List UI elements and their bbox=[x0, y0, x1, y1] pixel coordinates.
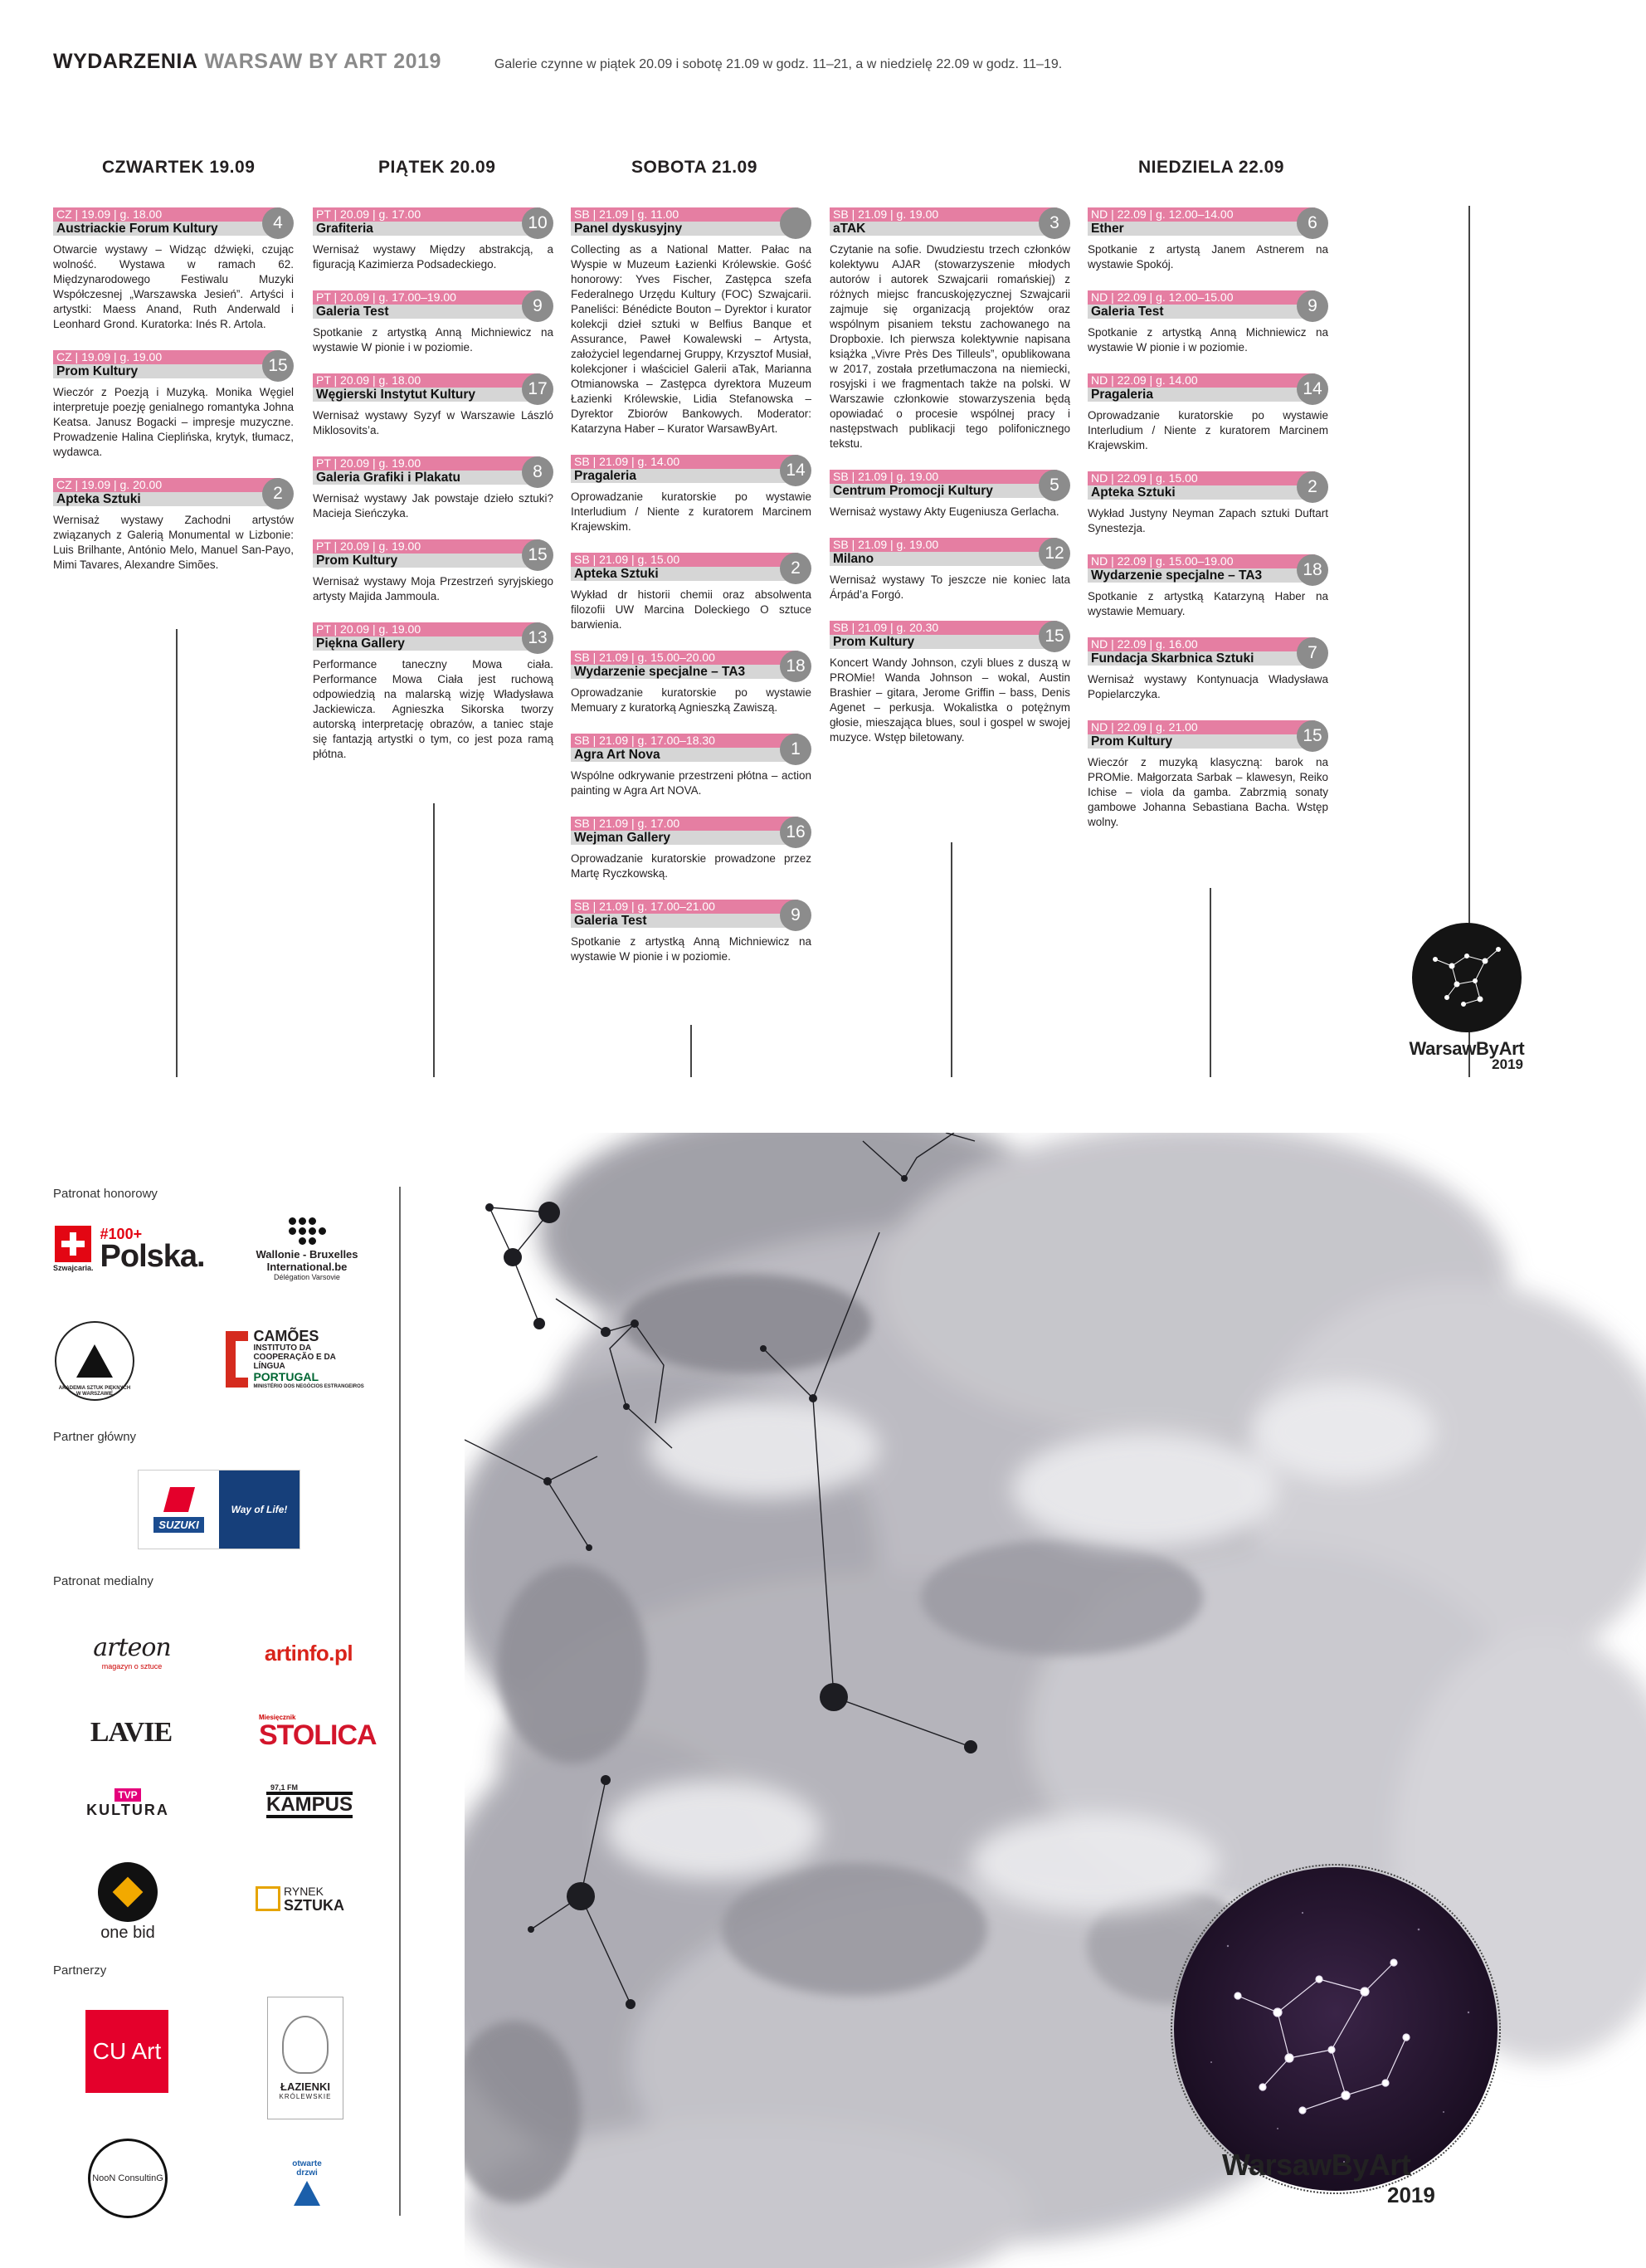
venue-number-badge bbox=[780, 207, 811, 239]
event-date: PT | 20.09 | g. 19.00 bbox=[313, 622, 540, 637]
logo-wallonie-bruxelles bbox=[245, 1207, 369, 1290]
logo-arteon bbox=[86, 1622, 178, 1680]
day-heading-thursday: CZWARTEK 19.09 bbox=[102, 158, 256, 177]
event-item bbox=[830, 538, 1070, 602]
event-header bbox=[571, 455, 811, 485]
event-venue: Fundacja Skarbnica Sztuki bbox=[1088, 651, 1315, 666]
event-date: ND | 22.09 | g. 21.00 bbox=[1088, 720, 1315, 734]
event-description: Wernisaż wystawy Zachodni artystów związanych z Galerią Monumental w Lizbonie: Luis Brilhante, António Melo, Manuel San-Payo, Mimi Tavares, Alexandre Simões. bbox=[53, 514, 294, 571]
event-item bbox=[53, 478, 294, 573]
event-venue: aTAK bbox=[830, 222, 1057, 236]
event-description: Wernisaż wystawy Moja Przestrzeń syryjskiego artysty Majida Jammoula. bbox=[313, 575, 553, 602]
logo-tvp: TVP bbox=[114, 1788, 140, 1802]
logo-wbi-line2: International.be bbox=[266, 1260, 348, 1273]
event-item bbox=[571, 553, 811, 632]
event-item bbox=[571, 207, 811, 437]
event-header bbox=[571, 900, 811, 929]
logo-camoes-title: CAMÕES bbox=[253, 1328, 319, 1344]
venue-number-badge: 10 bbox=[522, 207, 553, 239]
camoes-c-icon bbox=[226, 1331, 248, 1388]
event-header bbox=[1088, 207, 1328, 237]
event-header bbox=[1088, 471, 1328, 501]
event-date: SB | 21.09 | g. 14.00 bbox=[571, 455, 798, 469]
logo-rynek-line1: RYNEK bbox=[284, 1884, 324, 1898]
event-venue: Prom Kultury bbox=[313, 554, 540, 568]
event-item bbox=[571, 734, 811, 798]
logo-otwarte-line2: drzwi bbox=[296, 2168, 318, 2178]
venue-number-badge: 5 bbox=[1039, 470, 1070, 501]
event-item bbox=[571, 455, 811, 534]
event-date: CZ | 19.09 | g. 19.00 bbox=[53, 350, 280, 364]
event-description: Spotkanie z artystą Janem Astnerem na wystawie Spokój. bbox=[1088, 243, 1328, 271]
gavel-icon bbox=[98, 1862, 158, 1922]
divider-line bbox=[951, 842, 952, 1077]
event-header bbox=[313, 456, 553, 486]
event-date: ND | 22.09 | g. 12.00–14.00 bbox=[1088, 207, 1315, 222]
schedule-column-saturday bbox=[571, 207, 811, 983]
label-media-patronage: Patronat medialny bbox=[53, 1574, 153, 1588]
venue-number-badge: 17 bbox=[522, 373, 553, 405]
venue-number-badge: 18 bbox=[1297, 554, 1328, 586]
event-item bbox=[313, 373, 553, 438]
event-venue: Galeria Test bbox=[571, 914, 798, 928]
logo-stolica-small: Miesięcznik bbox=[259, 1713, 296, 1721]
event-date: SB | 21.09 | g. 15.00–20.00 bbox=[571, 651, 798, 665]
event-header bbox=[313, 539, 553, 569]
event-description: Collecting as a National Matter. Pałac na Wyspie w Muzeum Łazienki Królewskie. Gość honorowy: Yves Fischer, Zastępca szefa Federalnego Urzędu Kultury (FOC) Szwajcarii. Paneliści: Bénédicte Bouton – Dyrektor i kurator kolekcji dzieł sztuki w Belfius Banque et Assurance, Paweł Kowalewski – Artysta, założyciel legendarnej Gruppy, Krzysztof Musiał, kolekcjoner i właściciel Galerii aTak, Marianna Otmianowska – Zastępca dyrektora Muzeum Łazienki Królewskie, Lidia Stefanowska – Dyrektor Zbiorów Bankowych. Moderator: Katarzyna Haber – Kurator WarsawByArt. bbox=[571, 243, 811, 435]
event-description: Oprowadzanie kuratorskie po wystawie Interludium / Niente z kuratorem Marcinem Krajewskim. bbox=[1088, 409, 1328, 451]
logo-rynek-line2: SZTUKA bbox=[284, 1896, 344, 1914]
venue-number-badge: 15 bbox=[522, 539, 553, 571]
logo-kultura: KULTURA bbox=[86, 1801, 169, 1818]
logo-wbi-line3: Délégation Varsovie bbox=[274, 1272, 340, 1281]
event-date: ND | 22.09 | g. 16.00 bbox=[1088, 637, 1315, 651]
event-item bbox=[830, 470, 1070, 519]
venue-number-badge: 9 bbox=[780, 900, 811, 931]
logo-rynek-sztuka bbox=[256, 1877, 363, 1920]
event-description: Czytanie na sofie. Dwudziestu trzech członków kolektywu AJAR (stowarzyszenie młodych autorów i autorek Szwajcarii romańskiej) z różnych miejsc francuskojęzycznej Szwajcarii zajmuje się organizacją projektów oraz wspólnym pisaniem tekstu zachowanego na Dropboxie. Ich pierwsza kolektywnie napisana książka „Vivre Près Des Tilleuls”, opublikowana w 2017, została przetłumaczona na niemiecki, rosyjski i we fragmentach także na polski. W Warszawie członkowie stowarzyszenia będą opowiadać o procesie wspólnej pracy i następstwach publikacji tego polifonicznego tekstu. bbox=[830, 243, 1070, 450]
event-date: SB | 21.09 | g. 17.00–21.00 bbox=[571, 900, 798, 914]
event-venue: Galeria Test bbox=[1088, 305, 1315, 319]
schedule-column-thursday bbox=[53, 207, 294, 591]
logo-polska-szwajcaria bbox=[53, 1220, 227, 1278]
dots-icon bbox=[289, 1217, 326, 1245]
logo-lazienki-line2: KRÓLEWSKIE bbox=[279, 2093, 332, 2100]
brand-year-small: 2019 bbox=[1492, 1056, 1523, 1072]
event-header bbox=[830, 470, 1070, 500]
venue-number-badge: 12 bbox=[1039, 538, 1070, 569]
event-item bbox=[1088, 554, 1328, 619]
event-item bbox=[313, 456, 553, 521]
page-header bbox=[53, 50, 1062, 74]
logo-camoes bbox=[226, 1324, 367, 1394]
event-description: Wieczór z Poezją i Muzyką. Monika Węgiel interpretuje poezję genialnego romantyka Johna Keatsa. Janusz Bogacki – impresje muzyczne. Prowadzenie Halina Cieplińska, krytyk, tłumacz, wydawca. bbox=[53, 386, 294, 458]
event-date: PT | 20.09 | g. 18.00 bbox=[313, 373, 540, 388]
event-date: SB | 21.09 | g. 19.00 bbox=[830, 207, 1057, 222]
event-description: Wernisaż wystawy Syzyf w Warszawie László Miklosovits’a. bbox=[313, 409, 553, 437]
logo-szwajcaria-text: Szwajcaria. bbox=[53, 1264, 94, 1272]
event-date: SB | 21.09 | g. 11.00 bbox=[571, 207, 798, 222]
label-main-partner: Partner główny bbox=[53, 1430, 137, 1444]
event-header bbox=[53, 478, 294, 508]
event-venue: Wejman Gallery bbox=[571, 831, 798, 845]
watercolor-constellation-art bbox=[465, 1133, 1646, 2268]
event-item bbox=[53, 207, 294, 332]
event-header bbox=[571, 734, 811, 763]
event-date: SB | 21.09 | g. 17.00 bbox=[571, 817, 798, 831]
event-description: Wernisaż wystawy Kontynuacja Władysława Popielarczyka. bbox=[1088, 673, 1328, 700]
event-item bbox=[571, 817, 811, 881]
logo-stolica-text: STOLICA bbox=[259, 1719, 377, 1751]
event-description: Wernisaż wystawy Akty Eugeniusza Gerlacha. bbox=[830, 505, 1059, 518]
logo-one-bid bbox=[86, 1861, 169, 1944]
event-date: SB | 21.09 | g. 20.30 bbox=[830, 621, 1057, 635]
logo-lazienki-line1: ŁAZIENKI bbox=[280, 2080, 330, 2093]
day-heading-saturday: SOBOTA 21.09 bbox=[631, 158, 757, 177]
logo-arteon-text: arteon bbox=[93, 1632, 171, 1662]
event-description: Otwarcie wystawy – Widząc dźwięki, czując wolność. Wystawa w ramach 62. Międzynarodowego Festiwalu Muzyki Współczesnej „Warszawska Jesień”. Artyści i artystki: Maess Anand, Ruth Anderwald i Leonhard Grond. Kuratorka: Inés R. Artola. bbox=[53, 243, 294, 330]
event-item bbox=[313, 290, 553, 355]
brand-name-large: WarsawByArt bbox=[1222, 2148, 1411, 2182]
venue-number-badge: 15 bbox=[1297, 720, 1328, 752]
logo-way-of-life: Way of Life! bbox=[219, 1471, 299, 1549]
opening-hours-note: Galerie czynne w piątek 20.09 i sobotę 21.09 w godz. 11–21, a w niedzielę 22.09 w godz. 11–19. bbox=[494, 57, 1063, 71]
logo-kampus-text: KAMPUS bbox=[266, 1792, 353, 1818]
logo-tvp-kultura bbox=[86, 1783, 169, 1824]
logo-camoes-portugal: PORTUGAL bbox=[253, 1370, 319, 1383]
event-header bbox=[1088, 290, 1328, 320]
venue-number-badge: 6 bbox=[1297, 207, 1328, 239]
sponsor-divider bbox=[399, 1187, 401, 2216]
event-item bbox=[53, 350, 294, 460]
event-header bbox=[53, 207, 294, 237]
event-date: ND | 22.09 | g. 14.00 bbox=[1088, 373, 1315, 388]
divider-line bbox=[1210, 888, 1211, 1077]
event-header bbox=[313, 290, 553, 320]
logo-polska-text: Polska. bbox=[100, 1239, 205, 1274]
event-venue: Galeria Test bbox=[313, 305, 540, 319]
event-header bbox=[1088, 554, 1328, 584]
event-header bbox=[830, 207, 1070, 237]
divider-line bbox=[690, 1025, 692, 1077]
event-item bbox=[313, 207, 553, 272]
logo-kampus bbox=[264, 1768, 355, 1834]
venue-number-badge: 16 bbox=[780, 817, 811, 848]
event-date: SB | 21.09 | g. 15.00 bbox=[571, 553, 798, 567]
event-description: Oprowadzanie kuratorskie po wystawie Memuary z kuratorką Agnieszką Zawiszą. bbox=[571, 686, 811, 714]
event-date: PT | 20.09 | g. 17.00 bbox=[313, 207, 540, 222]
event-item bbox=[1088, 471, 1328, 536]
venue-number-badge: 9 bbox=[522, 290, 553, 322]
event-date: PT | 20.09 | g. 19.00 bbox=[313, 456, 540, 471]
event-venue: Wydarzenie specjalne – TA3 bbox=[1088, 568, 1315, 583]
logo-suzuki-text: SUZUKI bbox=[153, 1517, 203, 1533]
event-venue: Apteka Sztuki bbox=[1088, 485, 1315, 500]
event-header bbox=[571, 207, 811, 237]
venue-number-badge: 7 bbox=[1297, 637, 1328, 669]
event-item bbox=[571, 900, 811, 964]
event-venue: Pragaleria bbox=[571, 469, 798, 483]
event-header bbox=[571, 817, 811, 846]
venue-number-badge: 18 bbox=[780, 651, 811, 682]
divider-line bbox=[433, 803, 435, 1077]
event-header bbox=[53, 350, 294, 380]
event-venue: Apteka Sztuki bbox=[571, 567, 798, 581]
label-partners: Partnerzy bbox=[53, 1963, 107, 1978]
event-item bbox=[830, 621, 1070, 745]
venue-number-badge: 4 bbox=[262, 207, 294, 239]
event-header bbox=[571, 651, 811, 680]
logo-onebid-text: one bid bbox=[100, 1923, 155, 1942]
event-description: Wernisaż wystawy Jak powstaje dzieło sztuki? Macieja Sieńczyka. bbox=[313, 492, 553, 519]
event-venue: Prom Kultury bbox=[53, 364, 280, 378]
event-venue: Apteka Sztuki bbox=[53, 492, 280, 506]
event-date: ND | 22.09 | g. 12.00–15.00 bbox=[1088, 290, 1315, 305]
event-header bbox=[571, 553, 811, 583]
event-header bbox=[830, 538, 1070, 568]
event-item bbox=[1088, 290, 1328, 355]
event-venue: Pragaleria bbox=[1088, 388, 1315, 402]
swiss-flag-icon bbox=[55, 1226, 91, 1262]
event-item bbox=[1088, 207, 1328, 272]
event-date: PT | 20.09 | g. 19.00 bbox=[313, 539, 540, 554]
event-header bbox=[313, 207, 553, 237]
title-black: WYDARZENIA bbox=[53, 50, 198, 73]
venue-number-badge: 8 bbox=[522, 456, 553, 488]
venue-number-badge: 2 bbox=[780, 553, 811, 584]
event-venue: Galeria Grafiki i Plakatu bbox=[313, 471, 540, 485]
person-icon bbox=[294, 2181, 320, 2206]
venue-number-badge: 14 bbox=[1297, 373, 1328, 405]
event-item bbox=[830, 207, 1070, 451]
event-description: Koncert Wandy Johnson, czyli blues z duszą w PROMie! Wanda Johnson – wokal, Austin Brashier – gitara, Jerome Griffin – bass, Denis Agenet – perkusja. Wokalistka o potężnym głosie, mieszająca blues, soul i gospel w swojej muzyce. Wstęp biletowany. bbox=[830, 656, 1070, 744]
venue-number-badge: 3 bbox=[1039, 207, 1070, 239]
asp-tree-icon bbox=[76, 1344, 113, 1378]
schedule-column-sunday bbox=[1088, 207, 1328, 848]
label-honorary-patronage: Patronat honorowy bbox=[53, 1187, 158, 1201]
event-date: CZ | 19.09 | g. 20.00 bbox=[53, 478, 280, 492]
event-item bbox=[571, 651, 811, 715]
event-date: SB | 21.09 | g. 17.00–18.30 bbox=[571, 734, 798, 748]
event-venue: Austriackie Forum Kultury bbox=[53, 222, 280, 236]
day-heading-friday: PIĄTEK 20.09 bbox=[378, 158, 496, 177]
event-date: ND | 22.09 | g. 15.00 bbox=[1088, 471, 1315, 485]
logo-camoes-ministry: MINISTÉRIO DOS NEGÓCIOS ESTRANGEIROS bbox=[253, 1384, 364, 1389]
event-date: ND | 22.09 | g. 15.00–19.00 bbox=[1088, 554, 1315, 568]
event-item bbox=[1088, 720, 1328, 830]
event-description: Oprowadzanie kuratorskie prowadzone przez Martę Ryczkowską. bbox=[571, 852, 811, 880]
event-venue: Milano bbox=[830, 552, 1057, 566]
logo-stolica bbox=[259, 1706, 377, 1756]
event-description: Wernisaż wystawy Między abstrakcją, a figuracją Kazimierza Podsadeckiego. bbox=[313, 243, 553, 271]
rynek-frame-icon bbox=[256, 1886, 280, 1911]
event-venue: Prom Kultury bbox=[830, 635, 1057, 649]
event-header bbox=[1088, 373, 1328, 403]
logo-asp-text: AKADEMIA SZTUK PIĘKNYCH W WARSZAWIE bbox=[58, 1386, 131, 1397]
title-gray: WARSAW BY ART 2019 bbox=[204, 50, 441, 73]
event-date: SB | 21.09 | g. 19.00 bbox=[830, 470, 1057, 484]
event-description: Wernisaż wystawy To jeszcze nie koniec lata Árpád’a Forgó. bbox=[830, 573, 1070, 601]
logo-polska-top: #100+ bbox=[100, 1226, 143, 1242]
logo-otwarte-line1: otwarte bbox=[292, 2159, 322, 2168]
event-header bbox=[830, 621, 1070, 651]
event-description: Spotkanie z artystką Anną Michniewicz na wystawie W pionie i w poziomie. bbox=[571, 935, 811, 963]
venue-number-badge: 1 bbox=[780, 734, 811, 765]
brand-badge-small bbox=[1400, 918, 1533, 1080]
constellation-circle-icon bbox=[1400, 918, 1533, 1034]
event-item bbox=[313, 622, 553, 762]
event-description: Spotkanie z artystką Anną Michniewicz na wystawie W pionie i w poziomie. bbox=[1088, 326, 1328, 354]
event-description: Wykład Justyny Neyman Zapach sztuki Duftart Synestezja. bbox=[1088, 507, 1328, 534]
event-venue: Wydarzenie specjalne – TA3 bbox=[571, 665, 798, 679]
suzuki-s-icon bbox=[163, 1487, 194, 1512]
logo-wbi-line1: Wallonie - Bruxelles bbox=[256, 1247, 358, 1261]
venue-number-badge: 9 bbox=[1297, 290, 1328, 322]
day-heading-sunday: NIEDZIELA 22.09 bbox=[1138, 158, 1284, 177]
logo-lazienki bbox=[267, 1997, 343, 2119]
event-venue: Węgierski Instytut Kultury bbox=[313, 388, 540, 402]
schedule-column-friday bbox=[313, 207, 553, 780]
event-date: CZ | 19.09 | g. 18.00 bbox=[53, 207, 280, 222]
event-venue: Prom Kultury bbox=[1088, 734, 1315, 749]
event-description: Oprowadzanie kuratorskie po wystawie Interludium / Niente z kuratorem Marcinem Krajewskim. bbox=[571, 490, 811, 533]
venue-number-badge: 2 bbox=[262, 478, 294, 510]
event-venue: Grafiteria bbox=[313, 222, 540, 236]
event-description: Wieczór z muzyką klasyczną: barok na PROMie. Małgorzata Sarbak – klawesyn, Reiko Ichise – viola da gamba. Zabrzmią sonaty gambowe Johanna Sebastiana Bacha. Wstęp wolny. bbox=[1088, 756, 1328, 828]
brand-year-large: 2019 bbox=[1387, 2183, 1435, 2207]
event-item bbox=[1088, 637, 1328, 702]
venue-number-badge: 13 bbox=[522, 622, 553, 654]
brand-name-small: WarsawByArt bbox=[1409, 1038, 1525, 1059]
event-date: SB | 21.09 | g. 19.00 bbox=[830, 538, 1057, 552]
event-venue: Ether bbox=[1088, 222, 1315, 236]
event-venue: Piękna Gallery bbox=[313, 637, 540, 651]
event-header bbox=[1088, 720, 1328, 750]
logo-noon-text: NooN ConsultinG bbox=[92, 2173, 163, 2183]
event-description: Wspólne odkrywanie przestrzeni płótna – action painting w Agra Art NOVA. bbox=[571, 769, 811, 797]
event-description: Spotkanie z artystką Katarzyną Haber na wystawie Memuary. bbox=[1088, 590, 1328, 617]
logo-noon-consulting bbox=[86, 2137, 169, 2220]
event-venue: Agra Art Nova bbox=[571, 748, 798, 762]
event-header bbox=[313, 373, 553, 403]
event-description: Spotkanie z artystką Anną Michniewicz na wystawie W pionie i w poziomie. bbox=[313, 326, 553, 354]
event-venue: Centrum Promocji Kultury bbox=[830, 484, 1057, 498]
logo-otwarte-drzwi bbox=[274, 2149, 340, 2216]
event-description: Performance taneczny Mowa ciała. Performance Mowa Ciała jest ruchową odpowiedzią na malarską wizję Władysława Jackiewicza. Agnieszka Sikorska tworzy autorską interpretację obrazów, a taniec staje się fantazją artystki o tym, co jest poza ramą płótna. bbox=[313, 658, 553, 760]
logo-kampus-fm: 97,1 FM bbox=[270, 1783, 299, 1792]
venue-number-badge: 15 bbox=[1039, 621, 1070, 652]
event-date: PT | 20.09 | g. 17.00–19.00 bbox=[313, 290, 540, 305]
leaf-icon bbox=[282, 2016, 329, 2074]
venue-number-badge: 15 bbox=[262, 350, 294, 382]
logo-suzuki bbox=[138, 1470, 300, 1549]
schedule-column-saturday-evening bbox=[830, 207, 1070, 763]
event-item bbox=[1088, 373, 1328, 453]
logo-cu-art: CU Art bbox=[85, 2010, 168, 2093]
event-item bbox=[313, 539, 553, 604]
event-description: Wykład dr historii chemii oraz absolwenta filozofii UW Marcina Doleckiego O sztuce barwienia. bbox=[571, 588, 811, 631]
logo-asp-warszawa bbox=[53, 1319, 136, 1402]
divider-line bbox=[176, 629, 178, 1077]
logo-artinfo: artinfo.pl bbox=[264, 1640, 353, 1666]
event-venue: Panel dyskusyjny bbox=[571, 222, 798, 236]
logo-arteon-sub: magazyn o sztuce bbox=[101, 1661, 163, 1671]
event-header bbox=[1088, 637, 1328, 667]
logo-lavie: LAVIE bbox=[90, 1717, 173, 1748]
venue-number-badge: 14 bbox=[780, 455, 811, 486]
venue-number-badge: 2 bbox=[1297, 471, 1328, 503]
event-header bbox=[313, 622, 553, 652]
logo-camoes-sub: INSTITUTO DA COOPERAÇÃO E DA LÍNGUA bbox=[253, 1344, 336, 1371]
